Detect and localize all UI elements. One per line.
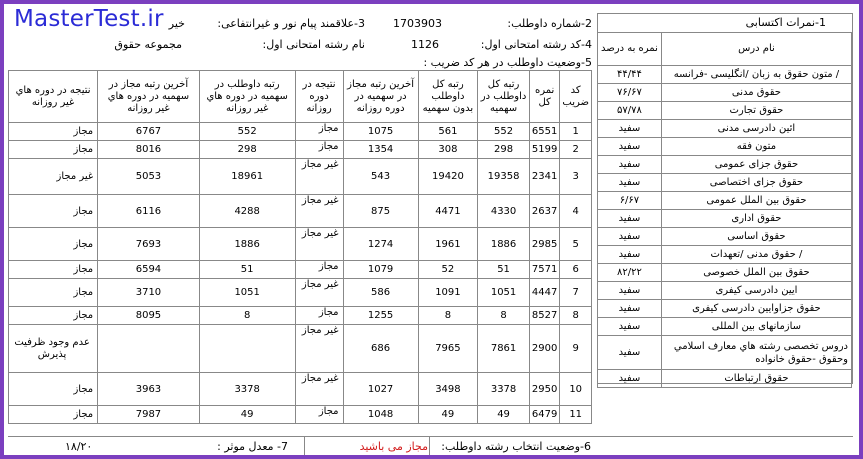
ranks-header-rank-with-quota: رتبه کل داوطلب در سهمیه: [478, 71, 530, 123]
rank-quota-nonday: [199, 325, 295, 373]
grade-row: [598, 138, 852, 156]
ranks-header-result-day: نتیجه در دوره روزانه: [295, 71, 343, 123]
rank-quota-nonday: 3378: [199, 373, 295, 406]
rank-last-allowed-day: 1079: [343, 261, 418, 279]
rank-code: 9: [560, 325, 592, 373]
grade-course-name: ایین دادرسی کیفری: [661, 282, 851, 300]
rank-code: 10: [560, 373, 592, 406]
rank-last-allowed-nonday: 3710: [98, 279, 200, 307]
rank-code: 7: [560, 279, 592, 307]
rank-result-nonday: عدم وجود ظرفیت پذیرش: [9, 325, 98, 373]
rank-code: 5: [560, 228, 592, 261]
selection-status-value: مجاز می باشید: [359, 440, 428, 453]
rank-last-allowed-day: 586: [343, 279, 418, 307]
rank-total-score: 5199: [529, 141, 559, 159]
rank-row: [9, 373, 592, 406]
rank-with-quota: 7861: [478, 325, 530, 373]
grade-row: [598, 66, 852, 84]
rank-row: [9, 261, 592, 279]
ranks-header-code: کد ضریب: [560, 71, 592, 123]
grade-course-name: حقوق اداری: [661, 210, 851, 228]
rank-no-quota: 19420: [418, 159, 478, 195]
rank-with-quota: 1051: [478, 279, 530, 307]
rank-last-allowed-day: 543: [343, 159, 418, 195]
rank-result-nonday: مجاز: [9, 279, 98, 307]
ranks-header-rank-no-quota: رتبه کل داوطلب بدون سهمیه: [418, 71, 478, 123]
interest-label: 3-علاقمند پیام نور و غیرانتفاعی:: [217, 17, 365, 30]
rank-last-allowed-day: 875: [343, 195, 418, 228]
rank-result-nonday: مجاز: [9, 261, 98, 279]
grade-score: سفید: [598, 300, 662, 318]
rank-code: 1: [560, 123, 592, 141]
grade-row: [598, 370, 852, 388]
rank-total-score: 2950: [529, 373, 559, 406]
rank-total-score: 6551: [529, 123, 559, 141]
grade-row: [598, 282, 852, 300]
selection-status-label: 6-وضعیت انتخاب رشته داوطلب:: [441, 440, 591, 453]
ranks-header-total-score: نمره کل: [529, 71, 559, 123]
grade-course-name: حقوق تجارت: [661, 102, 851, 120]
rank-no-quota: 561: [418, 123, 478, 141]
grade-row: [598, 174, 852, 192]
grade-course-name: سازمانهای بین المللی: [661, 318, 851, 336]
rank-quota-nonday: 49: [199, 406, 295, 424]
grade-course-name: حقوق مدنی: [661, 84, 851, 102]
rank-with-quota: 8: [478, 307, 530, 325]
rank-result-nonday: مجاز: [9, 228, 98, 261]
rank-code: 8: [560, 307, 592, 325]
grade-score: ۶/۶۷: [598, 192, 662, 210]
field-name-value: مجموعه حقوق: [114, 38, 182, 51]
rank-with-quota: 49: [478, 406, 530, 424]
rank-row: [9, 279, 592, 307]
rank-result-day: غیر مجاز: [295, 159, 343, 195]
rank-result-day: مجاز: [295, 141, 343, 159]
rank-row: [9, 195, 592, 228]
rank-result-day: غیر مجاز: [295, 195, 343, 228]
rank-with-quota: 1886: [478, 228, 530, 261]
grade-score: سفید: [598, 370, 662, 388]
gpa-label: 7- معدل موثر :: [217, 440, 288, 453]
rank-no-quota: 3498: [418, 373, 478, 406]
rank-total-score: 7571: [529, 261, 559, 279]
rank-result-day: مجاز: [295, 406, 343, 424]
grade-row: [598, 84, 852, 102]
rank-code: 2: [560, 141, 592, 159]
rank-quota-nonday: 8: [199, 307, 295, 325]
rank-last-allowed-day: 1048: [343, 406, 418, 424]
rank-no-quota: 8: [418, 307, 478, 325]
grade-row: [598, 102, 852, 120]
rank-result-nonday: مجاز: [9, 123, 98, 141]
rank-row: [9, 406, 592, 424]
rank-row: [9, 159, 592, 195]
rank-with-quota: 552: [478, 123, 530, 141]
rank-last-allowed-nonday: 7987: [98, 406, 200, 424]
grade-course-name: متون فقه: [661, 138, 851, 156]
grades-header-course: نام درس: [661, 33, 851, 66]
rank-last-allowed-day: 1354: [343, 141, 418, 159]
grade-row: [598, 318, 852, 336]
grade-score: سفید: [598, 156, 662, 174]
grade-score: سفید: [598, 318, 662, 336]
rank-result-nonday: مجاز: [9, 406, 98, 424]
rank-row: [9, 307, 592, 325]
grade-score: سفید: [598, 228, 662, 246]
grade-score: سفید: [598, 282, 662, 300]
rank-result-nonday: مجاز: [9, 141, 98, 159]
rank-with-quota: 3378: [478, 373, 530, 406]
rank-quota-nonday: 51: [199, 261, 295, 279]
rank-last-allowed-nonday: [98, 325, 200, 373]
grade-course-name: حقوق ارتباطات: [661, 370, 851, 388]
rank-no-quota: 308: [418, 141, 478, 159]
student-number-label: 2-شماره داوطلب:: [507, 17, 592, 30]
rank-total-score: 8527: [529, 307, 559, 325]
rank-total-score: 6479: [529, 406, 559, 424]
rank-row: [9, 228, 592, 261]
rank-last-allowed-day: 1255: [343, 307, 418, 325]
rank-no-quota: 7965: [418, 325, 478, 373]
rank-result-nonday: مجاز: [9, 307, 98, 325]
rank-last-allowed-day: 1027: [343, 373, 418, 406]
grade-row: [598, 300, 852, 318]
grade-row: [598, 336, 852, 370]
rank-with-quota: 4330: [478, 195, 530, 228]
rank-total-score: 2985: [529, 228, 559, 261]
grade-course-name: حقوق بین الملل عمومی: [661, 192, 851, 210]
interest-value: خیر: [168, 17, 185, 30]
status-label: 5-وضعیت داوطلب در هر کد ضریب :: [423, 56, 592, 69]
rank-code: 6: [560, 261, 592, 279]
rank-last-allowed-nonday: 6767: [98, 123, 200, 141]
rank-row: [9, 325, 592, 373]
ranks-header-last-rank-day: آخرین رتبه مجاز در سهمیه در دوره روزانه: [343, 71, 418, 123]
rank-quota-nonday: 4288: [199, 195, 295, 228]
grade-row: [598, 264, 852, 282]
rank-last-allowed-nonday: 8095: [98, 307, 200, 325]
grade-course-name: حقوق اساسی: [661, 228, 851, 246]
grade-row: [598, 120, 852, 138]
grade-course-name: / حقوق مدنی /تعهدات: [661, 246, 851, 264]
grade-course-name: / متون حقوق به زبان /انگلیسی -فرانسه: [661, 66, 851, 84]
rank-last-allowed-day: 686: [343, 325, 418, 373]
field-name-label: نام رشته امتحانی اول:: [262, 38, 365, 51]
rank-result-day: مجاز: [295, 261, 343, 279]
grades-right-border: [852, 13, 853, 383]
ranks-header-result-nonday: نتیجه در دوره هاي غیر روزانه: [9, 71, 98, 123]
rank-result-day: غیر مجاز: [295, 279, 343, 307]
rank-no-quota: 4471: [418, 195, 478, 228]
field-code-value: 1126: [411, 38, 439, 51]
rank-total-score: 4447: [529, 279, 559, 307]
grade-row: [598, 246, 852, 264]
grade-row: [598, 156, 852, 174]
grade-score: سفید: [598, 210, 662, 228]
rank-quota-nonday: 18961: [199, 159, 295, 195]
grade-score: ۵۷/۷۸: [598, 102, 662, 120]
field-code-label: 4-کد رشته امتحانی اول:: [480, 38, 592, 51]
grade-score: ۷۶/۶۷: [598, 84, 662, 102]
grades-table: [597, 32, 852, 388]
rank-last-allowed-nonday: 6594: [98, 261, 200, 279]
rank-quota-nonday: 1886: [199, 228, 295, 261]
grades-top-border: [597, 13, 853, 14]
grade-course-name: ائین دادرسی مدنی: [661, 120, 851, 138]
rank-total-score: 2341: [529, 159, 559, 195]
ranks-table: [8, 70, 592, 424]
student-number-value: 1703903: [393, 17, 442, 30]
rank-result-day: غیر مجاز: [295, 373, 343, 406]
grade-course-name: حقوق جزای عمومی: [661, 156, 851, 174]
rank-result-nonday: مجاز: [9, 195, 98, 228]
ranks-header-rank-quota-nonday: رتبه داوطلب در سهمیه در دوره هاي غیر روزانه: [199, 71, 295, 123]
rank-total-score: 2637: [529, 195, 559, 228]
grade-score: سفید: [598, 336, 662, 370]
grade-course-name: حقوق جزاوایین دادرسی کیفری: [661, 300, 851, 318]
footer-divider: [8, 436, 853, 437]
grade-course-name: دروس تخصصی رشته هاي معارف اسلامي وحقوق -حقوق خانواده: [661, 336, 851, 370]
gpa-value: ۱۸/۲۰: [65, 440, 93, 453]
rank-result-day: مجاز: [295, 307, 343, 325]
rank-quota-nonday: 298: [199, 141, 295, 159]
rank-code: 4: [560, 195, 592, 228]
rank-result-day: مجاز: [295, 123, 343, 141]
footer-separator-1: [429, 436, 430, 455]
grade-row: [598, 210, 852, 228]
rank-no-quota: 49: [418, 406, 478, 424]
site-logo: MasterTest.ir: [14, 6, 164, 32]
ranks-header-last-rank-nonday: آخرین رتبه مجاز در سهمیه در دوره هاي غیر روزانه: [98, 71, 200, 123]
rank-no-quota: 1091: [418, 279, 478, 307]
rank-result-nonday: مجاز: [9, 373, 98, 406]
grade-score: ۴۴/۴۴: [598, 66, 662, 84]
grades-header-score: نمره به درصد: [598, 33, 662, 66]
rank-with-quota: 298: [478, 141, 530, 159]
grade-score: سفید: [598, 246, 662, 264]
rank-result-nonday: غیر مجاز: [9, 159, 98, 195]
rank-with-quota: 19358: [478, 159, 530, 195]
rank-row: [9, 141, 592, 159]
grade-course-name: حقوق بین الملل خصوصی: [661, 264, 851, 282]
grade-score: سفید: [598, 120, 662, 138]
rank-code: 11: [560, 406, 592, 424]
rank-quota-nonday: 1051: [199, 279, 295, 307]
rank-quota-nonday: 552: [199, 123, 295, 141]
rank-last-allowed-nonday: 3963: [98, 373, 200, 406]
rank-last-allowed-nonday: 5053: [98, 159, 200, 195]
rank-last-allowed-day: 1075: [343, 123, 418, 141]
rank-code: 3: [560, 159, 592, 195]
grade-course-name: حقوق جزای اختصاصی: [661, 174, 851, 192]
rank-last-allowed-nonday: 7693: [98, 228, 200, 261]
grade-score: ۸۲/۲۲: [598, 264, 662, 282]
rank-result-day: غیر مجاز: [295, 325, 343, 373]
rank-with-quota: 51: [478, 261, 530, 279]
rank-row: [9, 123, 592, 141]
rank-last-allowed-nonday: 6116: [98, 195, 200, 228]
rank-total-score: 2900: [529, 325, 559, 373]
footer-separator-2: [304, 436, 305, 455]
grade-row: [598, 192, 852, 210]
rank-last-allowed-nonday: 8016: [98, 141, 200, 159]
rank-no-quota: 52: [418, 261, 478, 279]
grades-title: 1-نمرات اکتسابی: [745, 16, 826, 29]
grade-row: [598, 228, 852, 246]
grade-score: سفید: [598, 174, 662, 192]
rank-result-day: غیر مجاز: [295, 228, 343, 261]
rank-no-quota: 1961: [418, 228, 478, 261]
grade-score: سفید: [598, 138, 662, 156]
rank-last-allowed-day: 1274: [343, 228, 418, 261]
